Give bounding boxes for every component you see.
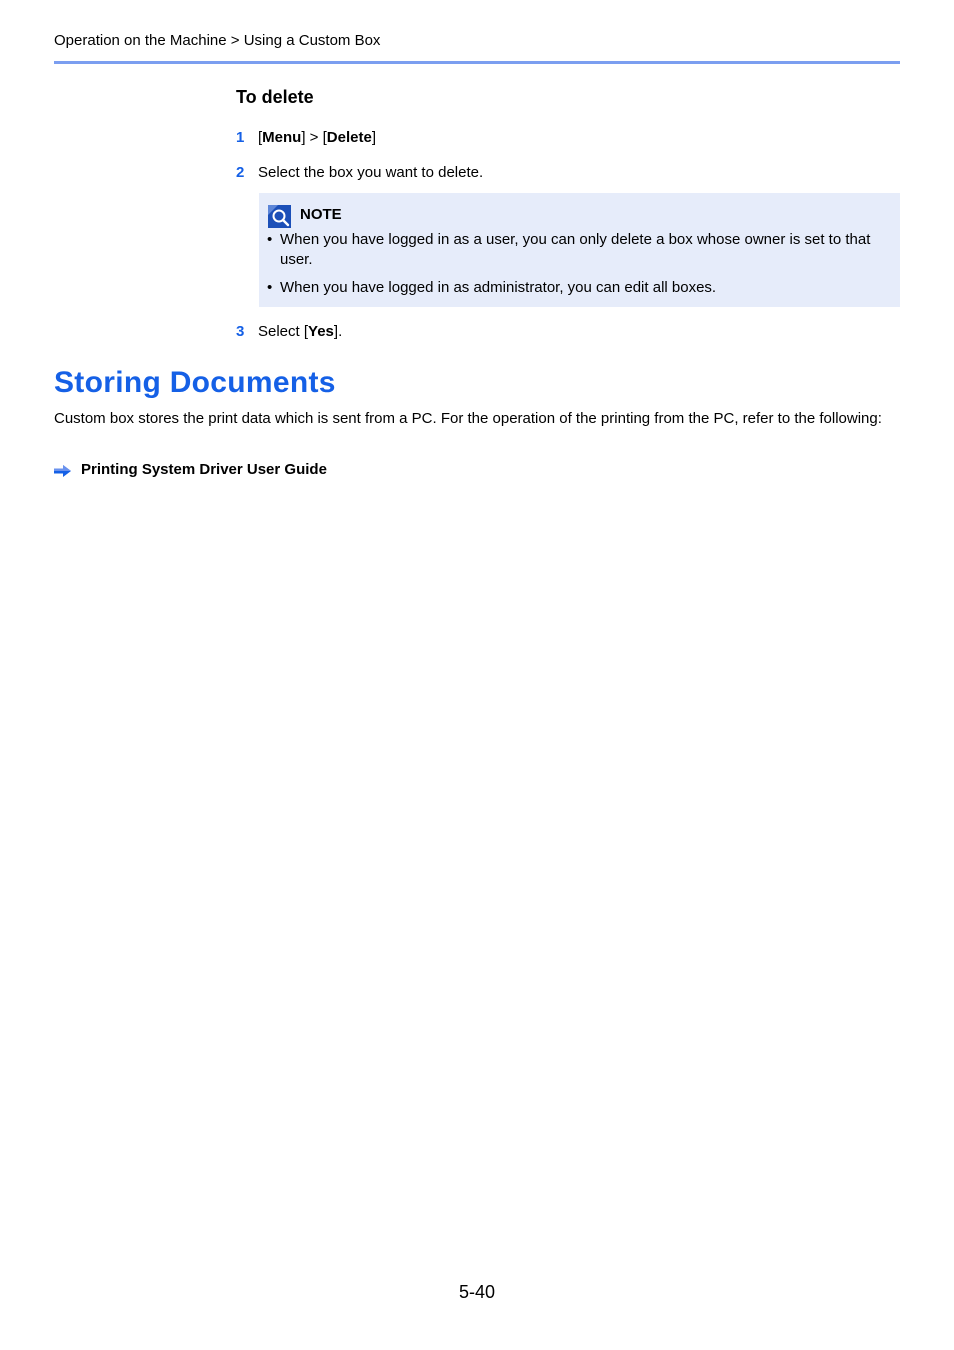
yes-key: Yes — [308, 323, 334, 340]
note-item — [267, 278, 891, 298]
reference-link[interactable] — [54, 461, 327, 479]
arrow-right-icon — [54, 465, 71, 477]
header-rule — [54, 61, 900, 64]
section-body: Custom box stores the print data which is sent from a PC. For the operation of the printing from the PC, refer to the following: — [54, 410, 882, 427]
menu-key: Menu — [262, 129, 302, 146]
delete-key: Delete — [326, 129, 372, 146]
page-number: 5-40 — [458, 1282, 496, 1302]
step-3 — [236, 323, 342, 341]
step-text: Select [Yes]. — [258, 323, 343, 340]
note-item-text: When you have logged in as a user, you can only delete a box whose owner is set to that user. — [280, 231, 871, 268]
step-text: Select the box you want to delete. — [258, 164, 484, 181]
note-title: NOTE — [300, 206, 342, 223]
note-item-text: When you have logged in as administrator, you can edit all boxes. — [280, 279, 717, 296]
step-1 — [236, 129, 376, 147]
reference-label[interactable]: Printing System Driver User Guide — [81, 461, 327, 478]
bullet: • — [267, 231, 273, 248]
step-number: 2 — [236, 164, 245, 181]
subsection-title: To delete — [236, 87, 314, 107]
bullet: • — [267, 279, 273, 296]
step-2 — [236, 164, 483, 182]
note-magnifier-icon — [268, 205, 291, 228]
step-number: 1 — [236, 129, 245, 146]
step-text: [Menu] > [Delete] — [258, 129, 376, 146]
breadcrumb: Operation on the Machine > Using a Custom Box — [54, 32, 381, 49]
section-title: Storing Documents — [54, 366, 336, 399]
step-number: 3 — [236, 323, 245, 340]
note-item — [267, 230, 891, 270]
note-box — [259, 193, 900, 307]
